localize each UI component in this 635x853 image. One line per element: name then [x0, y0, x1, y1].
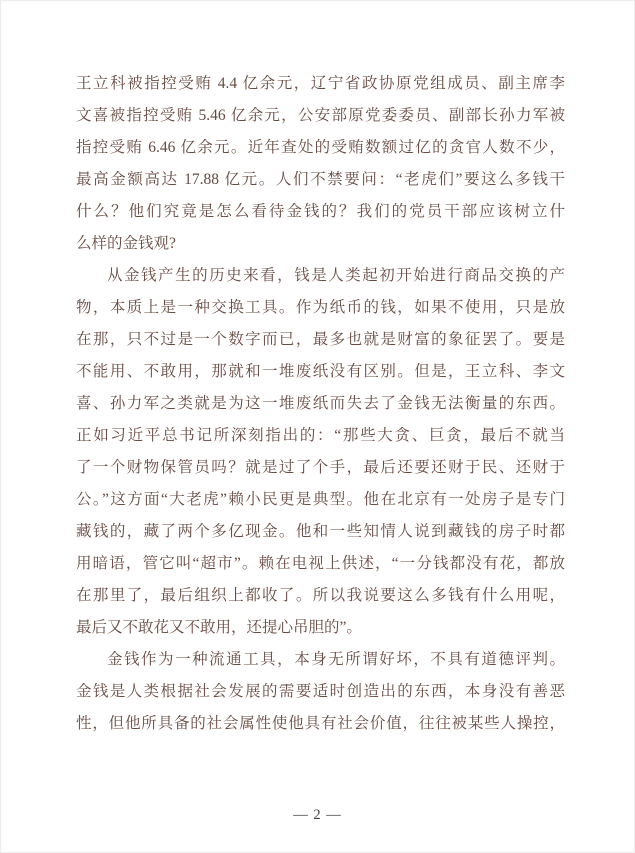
text-line: 金钱是人类根据社会发展的需要适时创造出的东西，本身没有善恶	[76, 683, 565, 700]
paragraph	[76, 68, 565, 260]
text-line: 喜、孙力军之类就是为这一堆废纸而失去了金钱无法衡量的东西。	[76, 395, 565, 412]
text-line: 金钱作为一种流通工具，本身无所谓好坏，不具有道德评判。	[107, 651, 565, 668]
text-line: 最后又不敢花又不敢用，还提心吊胆的”。	[76, 619, 362, 636]
text-line: 什么？他们究竟是怎么看待金钱的？我们的党员干部应该树立什	[76, 203, 565, 220]
text-line: 物，本质上是一种交换工具。作为纸币的钱，如果不使用，只是放	[76, 299, 565, 316]
text-line: 不能用、不敢用，那就和一堆废纸没有区别。但是，王立科、李文	[76, 363, 565, 380]
text-line: 从金钱产生的历史来看，钱是人类起初开始进行商品交换的产	[107, 267, 565, 284]
text-line: 性，但他所具备的社会属性使他具有社会价值，往往被某些人操控，	[76, 715, 565, 732]
text-line: 用暗语，管它叫“超市”。赖在电视上供述，“一分钱都没有花，都放	[76, 555, 565, 572]
text-line: 最高金额高达 17.88 亿元。人们不禁要问：“老虎们”要这么多钱干	[76, 171, 565, 188]
text-line: 王立科被指控受贿 4.4 亿余元，辽宁省政协原党组成员、副主席李	[76, 75, 565, 92]
text-line: 了一个财物保管员吗？就是过了个手，最后还要还财于民、还财于	[76, 459, 565, 476]
document-text	[76, 68, 565, 740]
text-line: 藏钱的，藏了两个多亿现金。他和一些知情人说到藏钱的房子时都	[76, 523, 565, 540]
paragraph	[76, 644, 565, 740]
text-line: 指控受贿 6.46 亿余元。近年查处的受贿数额过亿的贪官人数不少，	[76, 139, 565, 156]
text-line: 么样的金钱观?	[76, 235, 176, 252]
paragraph	[76, 260, 565, 644]
text-line: 文喜被指控受贿 5.46 亿余元，公安部原党委委员、副部长孙力军被	[76, 107, 565, 124]
text-line: 在那，只不过是一个数字而已，最多也就是财富的象征罢了。要是	[76, 331, 565, 348]
page-number: — 2 —	[293, 807, 342, 823]
text-line: 公。”这方面“大老虎”赖小民更是典型。他在北京有一处房子是专门	[76, 491, 565, 508]
text-line: 正如习近平总书记所深刻指出的：“那些大贪、巨贪，最后不就当	[76, 427, 565, 444]
text-line: 在那里了，最后组织上都收了。所以我说要这么多钱有什么用呢，	[76, 587, 565, 604]
